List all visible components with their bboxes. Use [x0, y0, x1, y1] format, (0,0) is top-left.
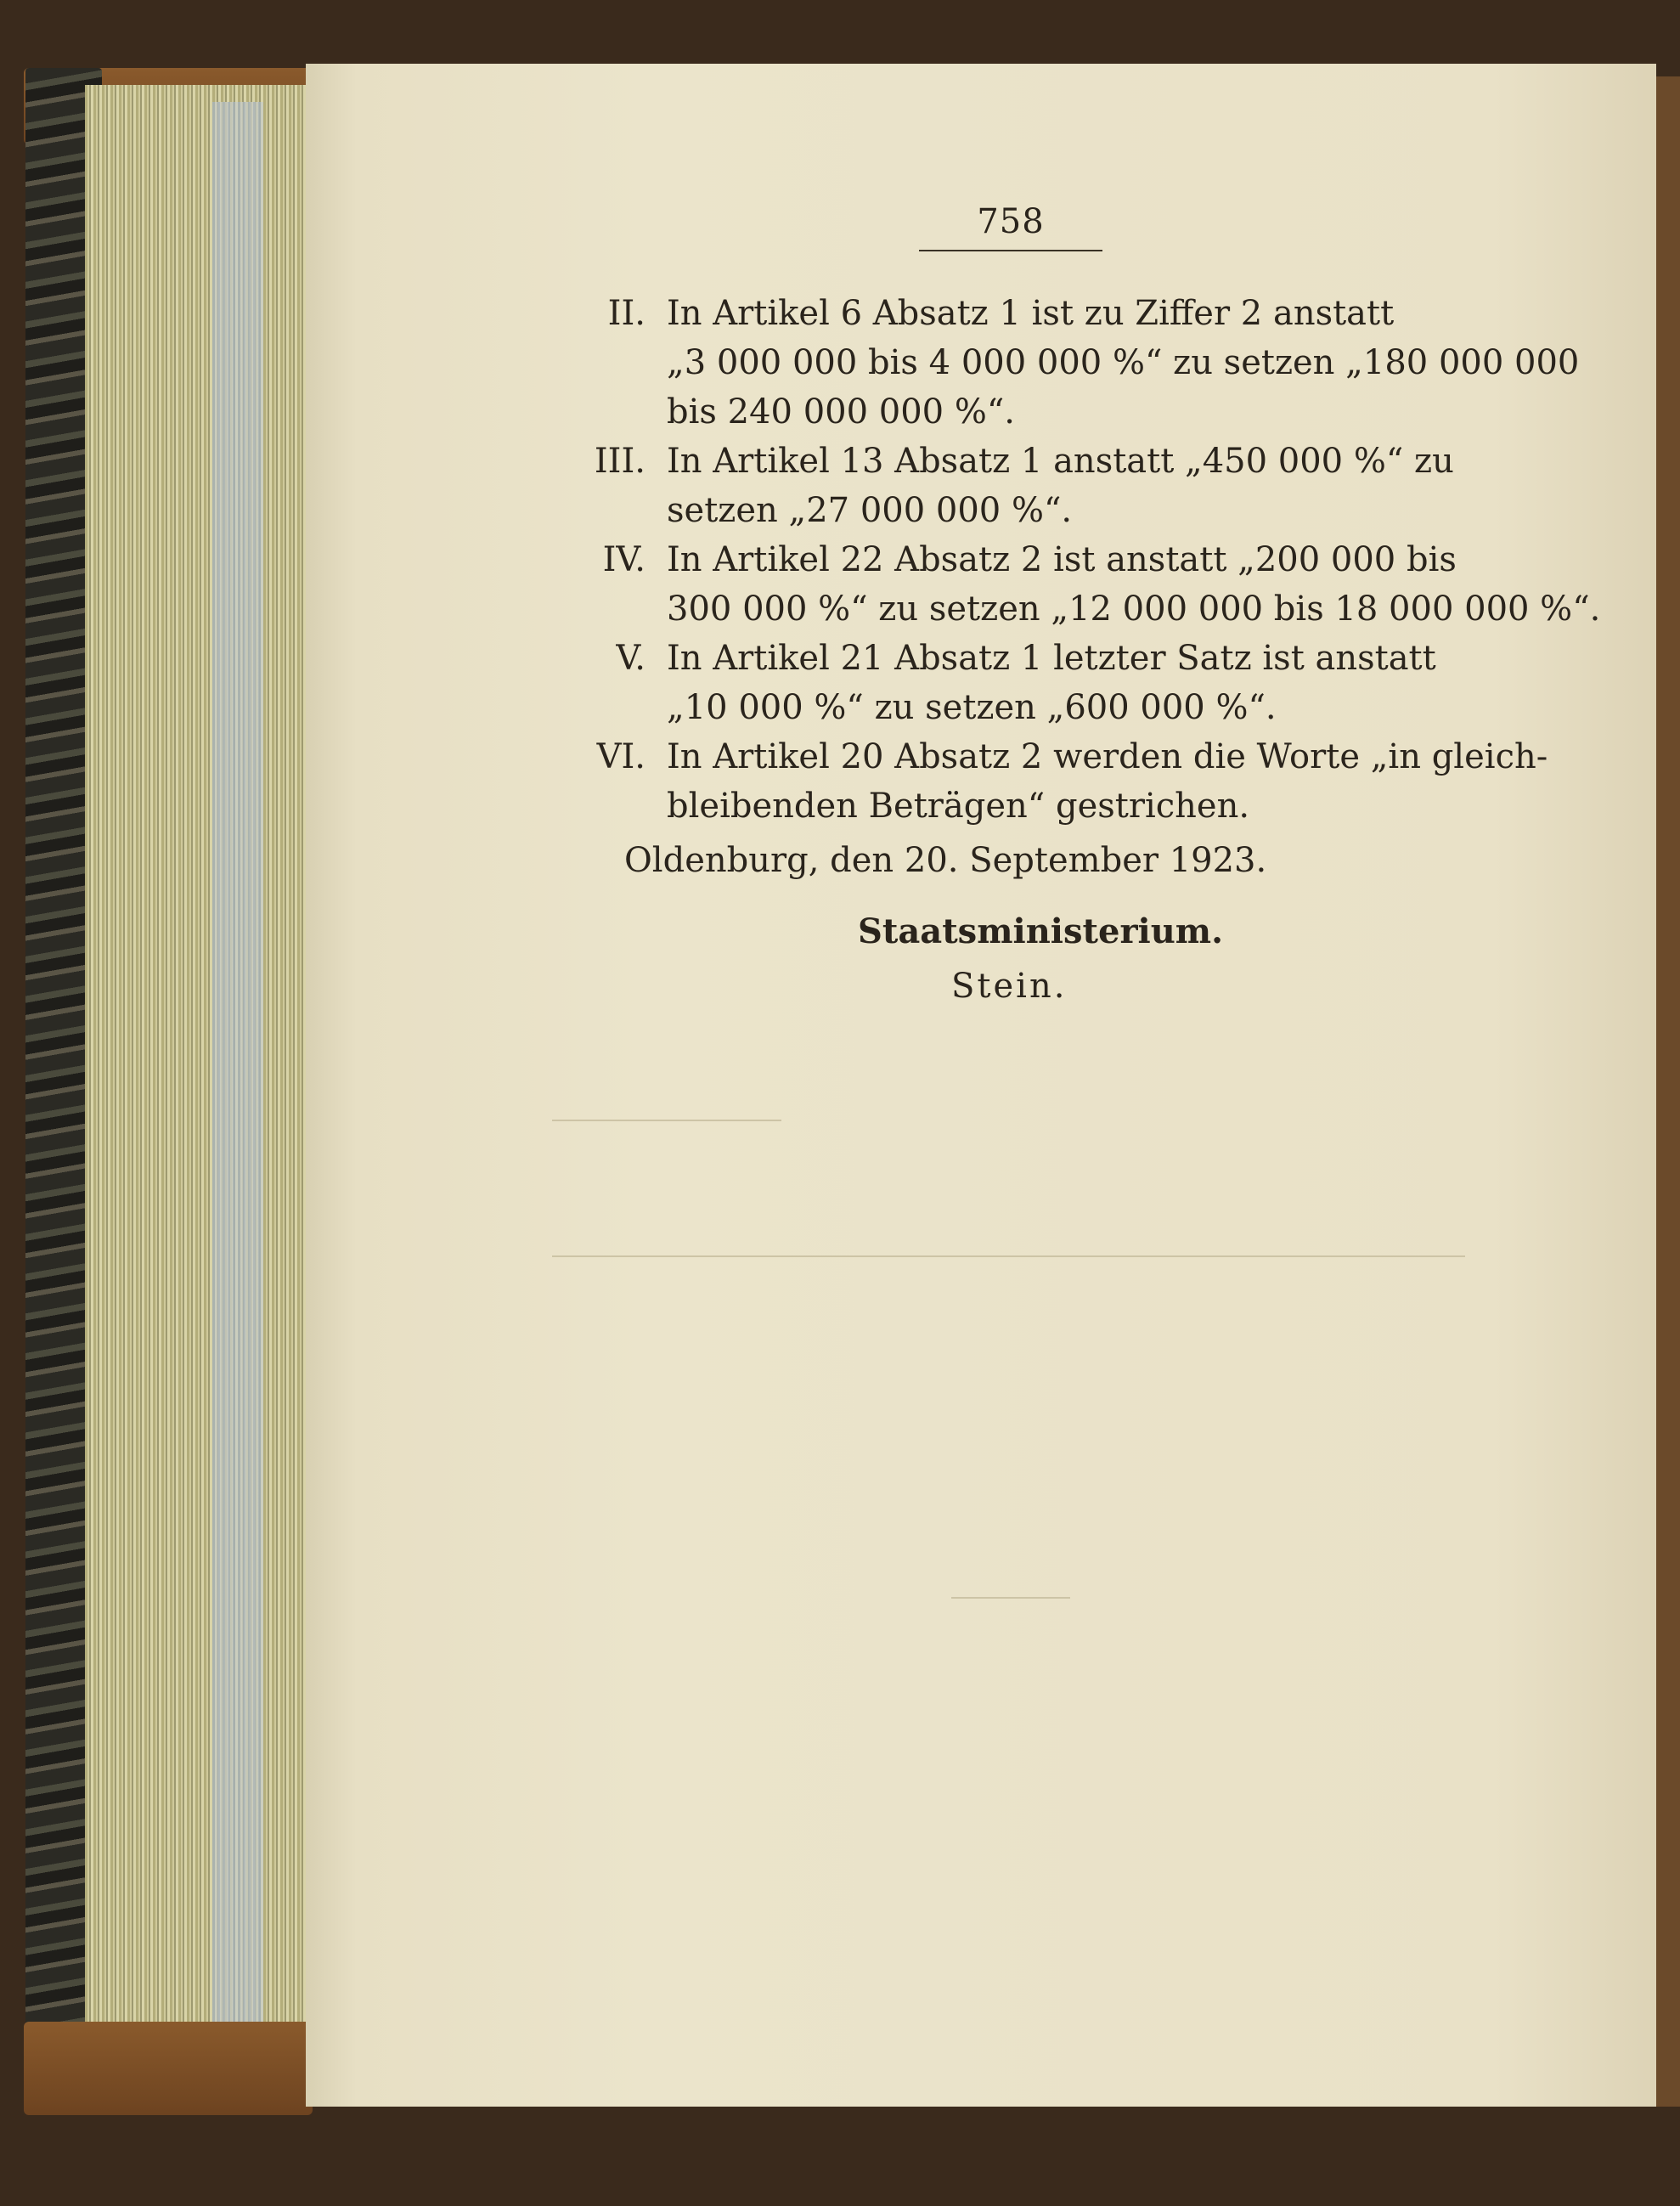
item-line: „10 000 %“ zu setzen „600 000 %“.	[667, 688, 1277, 727]
show-through-rule	[951, 1597, 1070, 1599]
page-edges	[85, 85, 331, 2107]
item-line: setzen „27 000 000 %“.	[667, 491, 1073, 530]
item-numeral: IV.	[602, 540, 646, 579]
item-numeral: III.	[594, 442, 646, 481]
item-line: In Artikel 22 Absatz 2 ist anstatt „200 000 bis	[667, 540, 1457, 579]
item-numeral: VI.	[596, 737, 646, 776]
show-through-rule	[552, 1255, 1465, 1257]
place-date: Oldenburg, den 20. September 1923.	[624, 841, 1267, 880]
item-line: bleibenden Beträgen“ gestrichen.	[667, 787, 1250, 826]
item-line: In Artikel 6 Absatz 1 ist zu Ziffer 2 anstatt	[667, 294, 1395, 333]
book-cover-bottom	[24, 2022, 313, 2115]
item-line: In Artikel 20 Absatz 2 werden die Worte „in gleich-	[667, 737, 1548, 776]
page-number: 758	[977, 202, 1045, 241]
authority: Staatsministerium.	[858, 911, 1224, 951]
item-line: 300 000 %“ zu setzen „12 000 000 bis 18 000 000 %“.	[667, 590, 1601, 629]
page-edges-tint	[212, 102, 263, 2090]
item-line: In Artikel 21 Absatz 1 letzter Satz ist anstatt	[667, 639, 1436, 678]
item-numeral: II.	[607, 294, 646, 333]
item-line: „3 000 000 bis 4 000 000 %“ zu setzen „180 000 000	[667, 343, 1580, 382]
item-line: bis 240 000 000 %“.	[667, 392, 1015, 432]
show-through-rule	[552, 1120, 781, 1121]
item-line: In Artikel 13 Absatz 1 anstatt „450 000 %“ zu	[667, 442, 1454, 481]
page-number-rule	[919, 250, 1102, 251]
signature: Stein.	[951, 967, 1068, 1006]
item-numeral: V.	[616, 639, 646, 678]
